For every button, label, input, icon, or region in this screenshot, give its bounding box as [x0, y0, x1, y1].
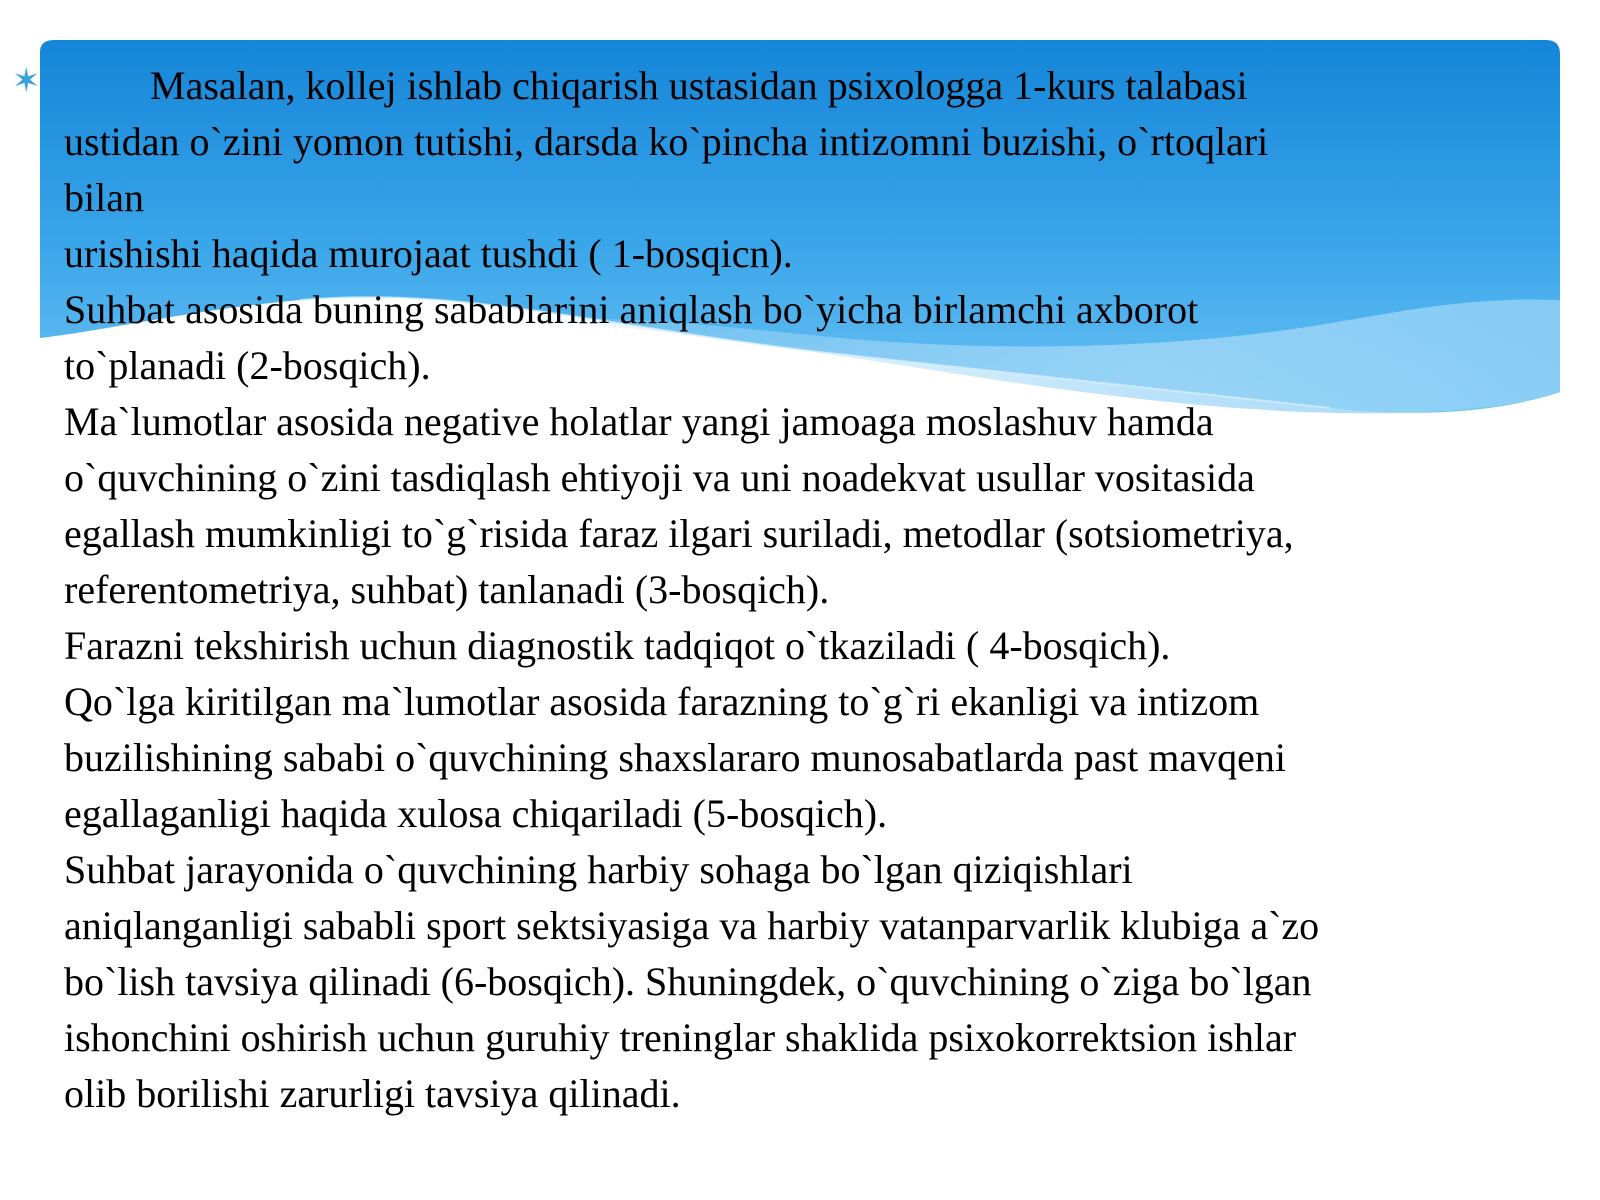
text-line: referentometriya, suhbat) tanlanadi (3-bosqich).	[64, 567, 830, 612]
text-line: o`quvchining o`zini tasdiqlash ehtiyoji va uni noadekvat usullar vositasida	[64, 455, 1255, 500]
text-line: buzilishining sababi o`quvchining shaxslararo munosabatlarda past mavqeni	[64, 735, 1286, 780]
text-line: ustidan o`zini yomon tutishi, darsda ko`pincha intizomni buzishi, o`rtoqlari	[64, 119, 1269, 164]
text-line: Suhbat jarayonida o`quvchining harbiy sohaga bo`lgan qiziqishlari	[64, 847, 1133, 892]
text-line: aniqlanganligi sababli sport sektsiyasiga va harbiy vatanparvarlik klubiga a`zo	[64, 903, 1320, 948]
text-line-content: Masalan, kollej ishlab chiqarish ustasidan psixologga 1-kurs talabasi	[150, 63, 1248, 108]
text-line: to`planadi (2-bosqich).	[64, 343, 431, 388]
text-line: Qo`lga kiritilgan ma`lumotlar asosida farazning to`g`ri ekanligi va intizom	[64, 679, 1260, 724]
text-line: bilan	[64, 175, 144, 220]
text-line	[64, 58, 1564, 114]
text-line: Ma`lumotlar asosida negative holatlar yangi jamoaga moslashuv hamda	[64, 399, 1214, 444]
text-line: egallaganligi haqida xulosa chiqariladi (5-bosqich).	[64, 791, 888, 836]
text-line: Farazni tekshirish uchun diagnostik tadqiqot o`tkaziladi ( 4-bosqich).	[64, 623, 1171, 668]
text-line: ishonchini oshirish uchun guruhiy treninglar shaklida psixokorrektsion ishlar	[64, 1015, 1297, 1060]
text-line: egallash mumkinligi to`g`risida faraz ilgari suriladi, metodlar (sotsiometriya,	[64, 511, 1294, 556]
text-line: urishishi haqida murojaat tushdi ( 1-bosqicn).	[64, 231, 793, 276]
slide-body-text	[64, 58, 1564, 1122]
asterisk-icon: ✶	[12, 61, 41, 101]
text-line: Suhbat asosida buning sabablarini aniqlash bo`yicha birlamchi axborot	[64, 287, 1199, 332]
text-line: olib borilishi zarurligi tavsiya qilinadi.	[64, 1071, 681, 1116]
text-line: bo`lish tavsiya qilinadi (6-bosqich). Shuningdek, o`quvchining o`ziga bo`lgan	[64, 959, 1312, 1004]
